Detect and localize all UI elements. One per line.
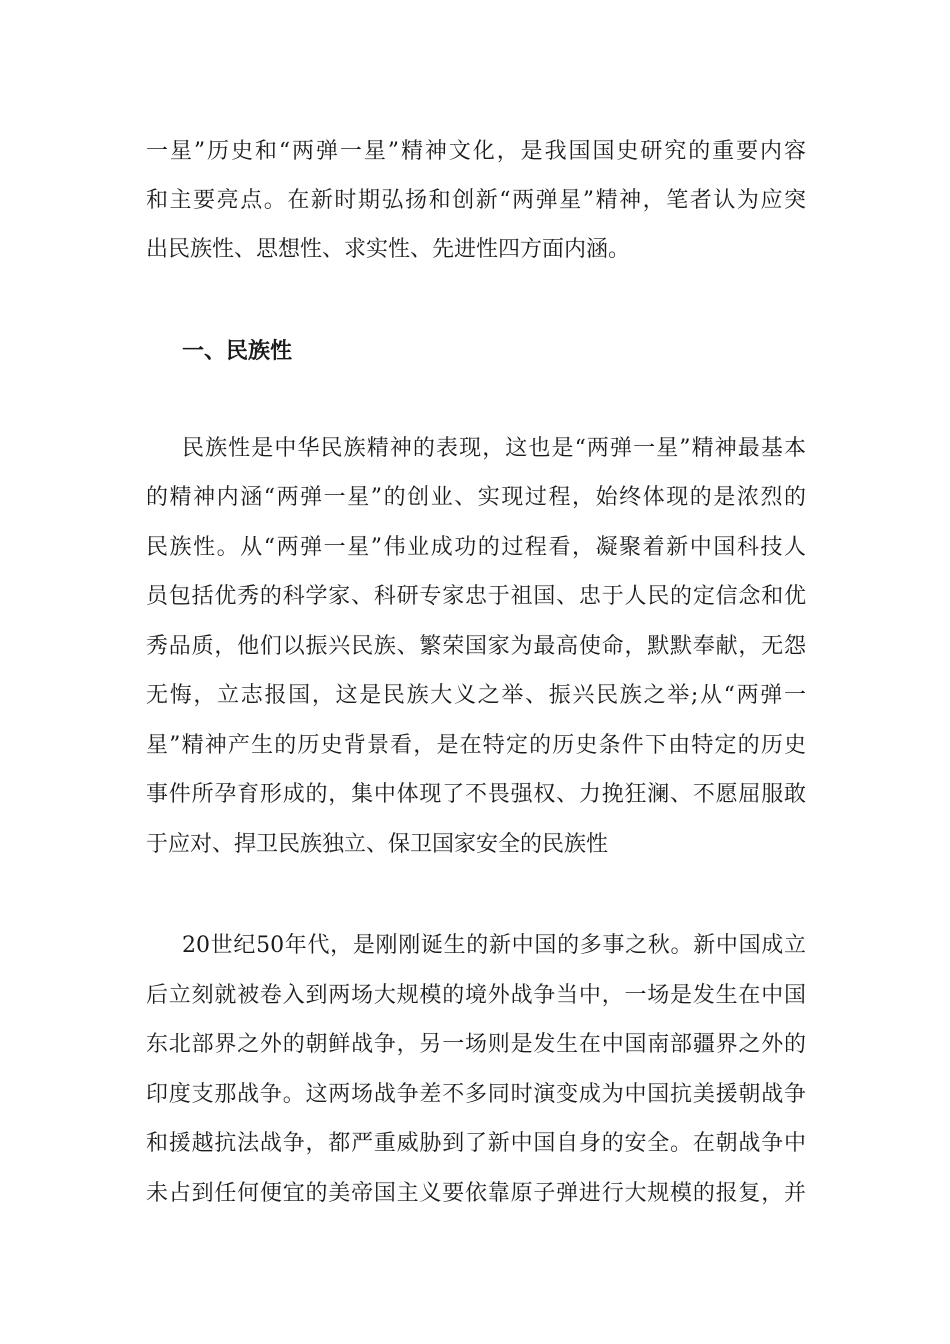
paragraph1-line-7: 星”精神产生的历史背景看，是在特定的历史条件下由特定的历史 (146, 733, 806, 758)
paragraph1-line-6: 无悔，立志报国，这是民族大义之举、振兴民族之举;从“两弹一 (146, 683, 806, 708)
paragraph1-line-4: 员包括优秀的科学家、科研专家忠于祖国、忠于人民的定信念和优 (146, 584, 806, 609)
paragraph1-line-9: 于应对、捍卫民族独立、保卫国家安全的民族性 (146, 832, 609, 857)
paragraph1-line-1: 民族性是中华民族精神的表现，这也是“两弹一星”精神最基本 (182, 436, 806, 461)
paragraph1-line-5: 秀品质，他们以振兴民族、繁荣国家为最高使命，默默奉献，无怨 (146, 634, 806, 659)
paragraph2-line-4: 印度支那战争。这两场战争差不多同时演变成为中国抗美援朝战争 (146, 1082, 806, 1107)
paragraph2-line-2: 后立刻就被卷入到两场大规模的境外战争当中，一场是发生在中国 (146, 983, 806, 1008)
intro-line-1: 一星”历史和“两弹一星”精神文化，是我国国史研究的重要内容 (146, 139, 806, 164)
paragraph1-line-8: 事件所孕育形成的，集中体现了不畏强权、力挽狂澜、不愿屈服敢 (146, 782, 806, 807)
paragraph1-line-2: 的精神内涵“两弹一星”的创业、实现过程，始终体现的是浓烈的 (146, 485, 806, 510)
section-heading-1: 一、民族性 (182, 338, 293, 364)
paragraph2-line-5: 和援越抗法战争，都严重威胁到了新中国自身的安全。在朝战争中 (146, 1131, 806, 1156)
paragraph1-line-3: 民族性。从“两弹一星”伟业成功的过程看，凝聚着新中国科技人 (146, 535, 806, 560)
paragraph2-line-1: 20世纪50年代，是刚刚诞生的新中国的多事之秋。新中国成立 (182, 933, 806, 958)
intro-line-2: 和主要亮点。在新时期弘扬和创新“两弹星”精神，笔者认为应突 (146, 188, 806, 213)
paragraph2-line-3: 东北部界之外的朝鲜战争，另一场则是发生在中国南部疆界之外的 (146, 1032, 806, 1057)
paragraph2-line-6: 未占到任何便宜的美帝国主义要依靠原子弹进行大规模的报复，并 (146, 1181, 806, 1206)
intro-line-3: 出民族性、思想性、求实性、先进性四方面内涵。 (146, 237, 631, 262)
